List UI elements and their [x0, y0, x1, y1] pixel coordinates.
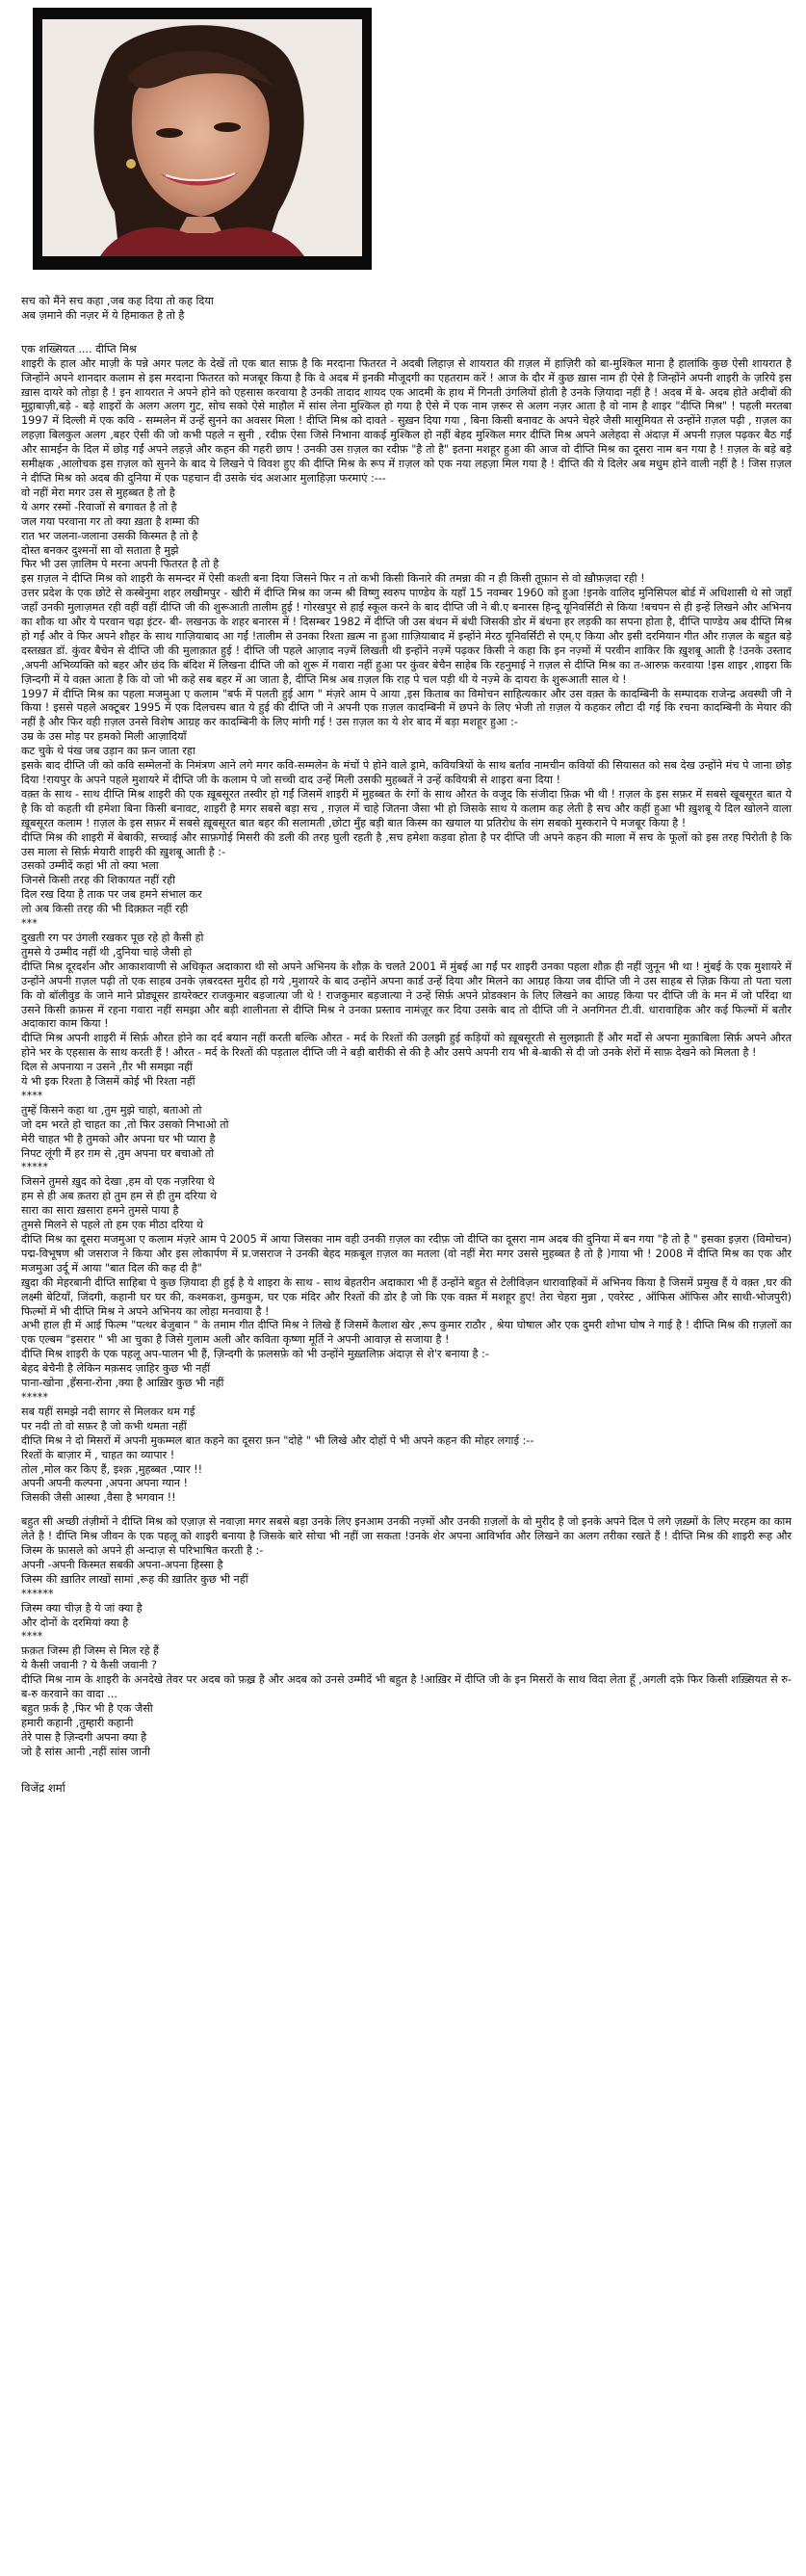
paragraph: दीप्ति मिश्र की शाइरी में बेबाकी, सच्चाई और साफ़गोई मिसरी की डली की तरह घुली रहती है ,सच हमेशा कड़वा होता है पर दीप्ति जी अपने कहन की माला में सच के फूलों को इस तरह पिरोती है कि उस माला से सिर्फ़ मेयारी शाइरी की ख़ुशबू आती है :- — [21, 830, 792, 858]
article-body — [21, 295, 792, 1796]
intro-couplet-line-1: सच को मैंने सच कहा ,जब कह दिया तो कह दिया — [21, 295, 214, 307]
verse-line: दुखती रग पर उंगली रखकर पूछ रहे हो कैसी हो — [21, 931, 204, 944]
paragraph: बहुत सी अच्छी तंज़ीमों ने दीप्ति मिश्र को एज़ाज़ से नवाज़ा मगर सबसे बड़ा उनके लिए इनआम उनकी नज़्मों और उनकी ग़ज़लों के वो मुरीद है जो इनके अपने दिल पे लगे ज़ख़्मों के लिए मरहम का काम लेते है ! दीप्ति मिश्र जीवन के एक पहलू को शाइरी बनाया है जिसके बारे सोचा भी नहीं जा सकता !उनके शेर अपना आविर्भाव और लिखने का अलग तरीका रखते हैं ! दीप्ति मिश्र की शाइरी रूह और जिस्म के फ़ासले को अपने ही अन्दाज़ से परिभाषित करती है :- — [21, 1515, 792, 1558]
verse-line: कट चुके थे पंख जब उड़ान का फ़न जाता रहा — [21, 745, 195, 758]
paragraph: अभी हाल ही में आई फिल्म "पत्थर बेजुबान " के तमाम गीत दीप्ति मिश्र ने लिखे हैं जिसमें कैलाश खेर ,रूप कुमार राठौर , श्रेया घोषाल और एक दुमरी शोभा घोष ने गाई है ! दीप्ति मिश्र की ग़ज़लों का एक एल्बम "इसरार " भी आ चुका है जिसे गुलाम अली और कविता कृष्णा मूर्ति ने अपनी आवाज़ से सजाया है ! — [21, 1319, 792, 1347]
portrait-photo — [42, 19, 362, 256]
separator: **** — [21, 1089, 43, 1102]
verse-line: रात भर जलना-जलाना उसकी किस्मत है तो है — [21, 529, 198, 542]
verse-line: मेरी चाहत भी है तुमको और अपना घर भी प्यारा है — [21, 1132, 216, 1145]
ghazal-block-2 — [21, 859, 792, 959]
verse-line: सारा का सारा ख़सारा हमने तुमसे पाया है — [21, 1204, 179, 1218]
verse-line: सब यहीं समझे नदी सागर से मिलकर थम गई — [21, 1405, 195, 1418]
verse-line: तोल ,मोल कर किए हैं, इश्क़ ,मुहब्बत ,प्यार !! — [21, 1462, 203, 1476]
paragraph: दीप्ति मिश्र अपनी शाइरी में सिर्फ़ औरत होने का दर्द बयान नहीं करती बल्कि औरत - मर्द के रिश्तों की उलझी हुई कड़ियों को ख़ूबसूरती से सुलझाती हैं और मर्दों से अपना मुक़ाबिला सिर्फ़ अपने औरत होने भर के एहसास के साथ करती हैं ! औरत - मर्द के रिश्तों की पड़ताल दीप्ति जी ने बड़ी बारीकी से की है और उसपे अपनी राय भी बे-बाकी से दी जो उनके शेरों में साफ़ देखने को मिलता है ! — [21, 1032, 792, 1060]
verse-line: रिश्तों के बाज़ार में , चाहत का व्यापार ! — [21, 1448, 175, 1461]
verse-line: अपनी अपनी कल्पना ,अपना अपना ग्यान ! — [21, 1477, 189, 1490]
ghazal-block-4 — [21, 1362, 792, 1434]
verse-line: तुमसे मिलने से पहले तो हम एक मीठा दरिया थे — [21, 1219, 204, 1232]
verse-line: जिसने तुमसे ख़ुद को देखा ,हम वो एक नज़रिया थे — [21, 1175, 215, 1189]
verse-line: दिल से अपनाया न उसने ,ग़ैर भी समझा नहीं — [21, 1061, 193, 1074]
paragraph: उत्तर प्रदेश के एक छोटे से कस्बेनुमा शहर लखीमपुर - खीरी में दीप्ति मिश्र का जन्म श्री विष्णु स्वरुप पाण्डेय के यहाँ 15 नवम्बर 1960 को हुआ !इनके वालिद मुनिसिपल बोर्ड में अधिशासी थे सो जहाँ जहाँ उनकी मुलाज़मत रही वहीं वहीं दीप्ति जी की शुरूआती तालीम हुई ! गोरखपुर से हाई स्कूल करने के बाद दीप्ति जी ने बी.ए बनारस हिन्दू यूनिवर्सिटी से किया !बचपन से ही इन्हें लिखने और अभिनय का शौक था और ये परवान चढ़ा इंटर- बी- लखनऊ के शहर बनारस में ! दिसम्बर 1982 में दीप्ति जी उस बंधन में बंधी जिसकी डोर में बंधना हर लड़की का सपना होता है, दीप्ति पाण्डेय अब दीप्ति मिश्र हो गईं और वे फिर अपने शौहर के साथ गाज़ियाबाद आ गईं !तालीम से उनका रिश्ता ख़त्म ना हुआ ग़ाज़ियाबाद में इन्होंने मेरठ यूनिवर्सिटी से एम्.ए किया और इसी दरमियान गीत और ग़ज़ल के बहुत बड़े दस्तख़त डॉ. कुंवर बैचेन से दीप्ति जी की मुलाक़ात हुई ! दीप्ति जी पहले आज़ाद नज़्में लिखती थी इन्होंने नज़्में पढ़कर किसी ने कहा कि इन नज़्मों में परवीन शाकिर कि ख़ुशबू आती है !उनके उस्ताद ,अपनी अभिव्यक्ति को बहर और छंद कि बंदिश में लिखना दीप्ति जी को शुरू में गवारा नहीं हुआ पर कुंवर बेचैन साहेब कि रहनुमाई ने ग़ज़ल से दीप्ति मिश्र का त-आरुफ़ करवाया !इस शाइर ,शाइरा कि ज़िन्दगी में ये वक़्त आता है कि वो जो भी कहे सब बहर में आ जाता है, दीप्ति मिश्र अब ग़ज़ल कि राह पे चल पड़ी थी ये नज़्मे के दायरा के शुरूआती साल थे ! — [21, 587, 792, 686]
verse-line: जो है सांस आनी ,नहीं सांस जानी — [21, 1745, 150, 1758]
verse-line: पाना-खोना ,हँसना-रोना ,क्या है आख़िर कुछ भी नहीं — [21, 1377, 224, 1390]
paragraph: दीप्ति मिश्र दूरदर्शन और आकाशवाणी से अधिकृत अदाकारा थी सो अपने अभिनय के शौक़ के चलते 2001 में मुंबई आ गईं पर शाइरी उनका पहला शौक़ ही नहीं जुनून भी था ! मुंबई के एक मुशायरे में उन्होंने अपनी ग़ज़ल पढ़ी तो एक साहब उनके ज़बरदस्त मुरीद हो गये ,मुशायरे के बाद उन्होंने अपना कार्ड उन्हें दिया और मिलने का आग्रह किया जब दीप्ति जी ने उस साहब से ज़िक्र किया तो पता चला कि वो बॉलीवुड के जाने माने प्रोड्यूसर डायरेक्टर राजकुमार बड़जात्या जी थे ! राजकुमार बड़जात्या ने उन्हें सिर्फ़ अपने प्रोडक्शन के लिए लिखने का आग्रह किया पर दीप्ति जी के मन में जो परिंदा था उसने किसी क़फ़स में रहना गवारा नहीं समझा और बड़ी शालीनता से दीप्ति मिश्र ने उनका प्रस्ताव नामंज़ूर कर दिया उसके बाद तो दीप्ति जी ने अनगिनत टी.वी. धारावाहिक और कई फिल्मों में बतौर अदाकारा काम किया ! — [21, 959, 792, 1031]
verse-line: बहुत फ़र्क है ,फिर भी है एक जैसी — [21, 1702, 153, 1715]
verse-line: निपट लूंगी मैं हर ग़म से ,तुम अपना घर बचाओ तो — [21, 1146, 215, 1160]
verse-line: तुम्हें किसने कहा था ,तुम मुझे चाहो, बताओ तो — [21, 1103, 202, 1117]
ghazal-block-5 — [21, 1559, 792, 1673]
portrait-photo-frame — [33, 8, 372, 270]
paragraph: वक़्त के साथ - साथ दीप्ति मिश्र शाइरी की एक ख़ूबसूरत तस्वीर हो गईं जिसमें शाइरी में मुहब्बत के रंगों के साथ औरत के वजूद कि संजीदा फ़िक्र भी थी ! ग़ज़ल के इस सफ़र में सबसे खूबसूरत बात ये है कि वो कहती थी हमेशा बिना किसी बनावट, शाइरी है मगर सबसे बड़ा सच , ग़ज़ल में चाहे जितना जैसा भी हो जिसके साथ ये कलाम कह लेती है सच और कहीं हुआ भी ख़ुशबू ये दिल खोलने वाला ख़ूबसूरत कलाम ! ग़ज़ल के इस सफ़र में सबसे ख़ूबसूरत बात बहर की सलामती ,छोटा मुँह बड़ी बात किस्म का खयाल या प्रतिरोध के संग सबको मुस्कराने पे मजबूर किया है ! — [21, 787, 792, 829]
verse-line: लो अब किसी तरह की भी दिक़्क़त नहीं रही — [21, 903, 189, 916]
verse-line: जिस्म की ख़ातिर लाखों सामां ,रूह की ख़ातिर कुछ भी नहीं — [21, 1572, 248, 1586]
verse-line: तुमसे ये उम्मीद नहीं थी ,दुनिया चाहे जैसी हो — [21, 945, 193, 959]
paragraph: 1997 में दीप्ति मिश्र का पहला मजमुआ ए कलाम "बर्फ में पलती हुई आग " मंज़रे आम पे आया ,इस किताब का विमोचन साहित्यकार और उस वक़्त के कादम्बिनी के सम्पादक राजेन्द्र अवस्थी जी ने किया ! इससे पहले अक्टूबर 1995 में एक दिलचस्प बात ये हुई की दीप्ति जी ने अपनी एक ग़ज़ल कादम्बिनी में छपने के लिए भेजी तो ग़ज़ल ये कहकर लौटा दी गई कि रचना कादम्बिनी के मेयार की नहीं है और फिर वही ग़ज़ल उनसे विशेष आग्रह कर कादम्बिनी के लिए मांगी गई ! उस ग़ज़ल का ये शेर बाद में बड़ा मशहूर हुआ :- — [21, 687, 792, 729]
verse-line: फिर भी उस ज़ालिम पे मरना अपनी फितरत है तो है — [21, 558, 220, 571]
verse-line: तेरे पास है ज़िन्दगी अपना क्या है — [21, 1730, 147, 1744]
portrait-photo-icon — [42, 19, 362, 256]
ghazal-block-6 — [21, 1702, 792, 1760]
verse-line: बेहद बेचैनी है लेकिन मक़सद ज़ाहिर कुछ भी नहीं — [21, 1362, 211, 1376]
verse-line: ये कैसी जवानी ? ये कैसी जवानी ? — [21, 1659, 157, 1672]
verse-line: वो नहीं मेरा मगर उस से मुहब्बत है तो है — [21, 486, 175, 499]
separator: ***** — [21, 1390, 48, 1404]
verse-line: जो दम भरते हो चाहत का ,तो फिर उसको निभाओ तो — [21, 1117, 229, 1131]
byline: एक शख्सियत .... दीप्ति मिश्र — [21, 342, 137, 355]
paragraph: दीप्ति मिश्र का दूसरा मजमुआ ए कलाम मंज़रे आम पे 2005 में आया जिसका नाम वही उनकी ग़ज़ल का रदीफ़ जो दीप्ति का दूसरा नाम अदब की दुनिया में बन गया "है तो है " इसका इज़रा (विमोचन) पद्म-विभूषण श्री जसराज ने किया और इस लोकार्पण में प्र.जसराज ने उनकी बेहद मक़बूल ग़ज़ल का मतला (वो नहीं मेरा मगर उससे मुहब्बत है तो है )गाया भी ! 2008 में दीप्ति मिश्र का एक और मजमुआ उर्दू में आया "बात दिल की कह दी है" — [21, 1233, 792, 1275]
verse-line: हमारी कहानी ,तुम्हारी कहानी — [21, 1716, 134, 1729]
paragraph: दीप्ति मिश्र ने दो मिसरों में अपनी मुकम्मल बात कहने का दूसरा फ़न "दोहे " भी लिखे और दोहों पे भी अपने कहन की मोहर लगाई :-- — [21, 1433, 534, 1447]
verse-line: दिल रख दिया है ताक पर जब हमने संभाल कर — [21, 888, 202, 902]
verse-line: ये भी इक रिश्ता है जिसमें कोई भी रिश्ता नहीं — [21, 1075, 195, 1089]
verse-line: पर नदी तो वो सफ़र है जो कभी थमता नहीं — [21, 1419, 187, 1433]
couplet-block-2 — [21, 730, 792, 759]
verse-line: उसको उम्मीदें कहां भी तो क्या भला — [21, 859, 159, 873]
verse-line: दोस्त बनकर दुश्मनों सा वो सताता है मुझे — [21, 543, 179, 557]
paragraph: शाइरी के हाल और माज़ी के पन्ने अगर पलट के देखें तो एक बात साफ़ है कि मरदाना फितरत ने अदबी लिहाज़ से शायरात की ग़ज़ल में हाज़िरी को बा-मुश्किल माना है हालांकि कुछ ऐसी शायरात है जिन्होंने अपने शानदार कलाम से इस मरदाना फितरत को मजबूर किया है कि वे अदब में इनकी मौजूदगी का एहतराम करें ! आज के दौर में कुछ ख़ास नाम ही ऐसे है जिन्होंने अपनी शाइरी के ज़रिये इस ख़ास दायरे को तोड़ा है ! इन शायरात ने अपने होने को एहसास करवाया है उनकी तादाद शायद एक आदमी के हाथ में गिनती उंगलियों होती है उनके ज़ियादा नहीं है ! अदब में बे- अदब होते अदीबों की मुट्ठाबाज़ी,बड़े - बड़े शाइरों के अलग अलग गुट, सोच सको ऐसे माहौल में सांस लेना मुश्किल हो गया है ऐसे में एक नाम ज़रूर से अलग नज़र आता है वो नाम है शाइर "दीप्ति मिश्र" ! पहली मरतबा 1997 में दिल्ली में एक कवि - सम्मलेन में उन्हें सुनने का अवसर मिला ! दीप्ति मिश्र को दावते - सुख़न दिया गया , बिना किसी बनावट के अपने चेहरे जैसी मासूमियत से उन्होंने ग़ज़ल पढ़ी , ग़ज़ल का लहज़ा बिलकुल अलग ,बहर ऐसी की जो कभी पहले न सुनी , रदीफ़ ऐसा जिसे निभाना वाकई मुश्किल हो नहीं बेहद मुश्किल मगर दीप्ति मिश्र अपने अलेहदा से अंदाज़ में अपनी ग़ज़ल पढ़कर बैठ गईं और सामईन के दिल में छोड़ गईं अपने लहज़े और कहन की गहरी छाप ! उनकी उस ग़ज़ल का रदीफ़ "है तो है" इतना मशहूर हुआ की आज वो दीप्ति मिश्र का दूसरा नाम बन गया है ! ग़ज़ल के बड़े बड़े समीक्षक ,आलोचक इस ग़ज़ल को सुनने के बाद ये लिखने पे विवश हुए की दीप्ति मिश्र के रूप में ग़ज़ल को एक नया लहज़ा मिल गया है ! दीप्ति की ये दिलेर अब मधुम होने वाली नहीं है ! जिस ग़ज़ल ने दीप्ति मिश्र को अदब की दुनिया में एक पहचान दी उसके चंद अशआर मुलाहिज़ा फरमाएं :--- — [21, 356, 792, 485]
separator: **** — [21, 1630, 43, 1643]
verse-line: उम्र के उस मोड़ पर हमको मिली आज़ादियाँ — [21, 730, 187, 744]
separator: *** — [21, 917, 38, 931]
author-signature: विजेंद्र शर्मा — [21, 1780, 65, 1795]
paragraph: इसके बाद दीप्ति जी को कवि सम्मेलनों के निमंत्रण आने लगे मगर कवि-सम्मलेन के मंचों पे होने वाले ड्रामे, कवियत्रियों के साथ बर्ताव नामचीन कवियों की सियासत को सब देख उन्होंने मंच पे जाना छोड़ दिया !रायपुर के अपने पहले मुशायरे में दीप्ति जी के कलाम पे जो सच्ची दाद उन्हें मिली उसकी मुहब्बतें ने उन्हें कवियत्री से शाइरा बना दिया ! — [21, 759, 792, 786]
paragraph: दीप्ति मिश्र नाम के शाइरी के अनदेखे तेवर पर अदब को फ़ख़्र है और अदब को उनसे उम्मीदें भी बहुत है !आख़िर में दीप्ति जी के इन मिसरों के साथ विदा लेता हूँ ,अगली दफ़े फिर किसी शख़्सियत से रु-ब-रु करवाने का वादा ... — [21, 1673, 792, 1701]
verse-line: और दोनों के दरमियां क्या है — [21, 1616, 129, 1629]
ghazal-block-1 — [21, 486, 792, 572]
verse-line: हम से ही अब क़तरा हो तुम हम से ही तुम दरिया थे — [21, 1190, 218, 1203]
paragraph: इस ग़ज़ल ने दीप्ति मिश्र को शाइरी के समन्दर में ऐसी कश्ती बना दिया जिसने फिर न तो कभी किसी किनारे की तमन्ना की न ही किसी तूफ़ान से वो ख़ौफ़ज़दा रही ! — [21, 572, 645, 586]
verse-line: फ़क़त जिस्म ही जिस्म से मिल रहे हैं — [21, 1644, 160, 1658]
separator: ***** — [21, 1161, 48, 1174]
verse-line: जिसकी जैसी आस्था ,वैसा है भगवान !! — [21, 1491, 176, 1505]
paragraph: दीप्ति मिश्र शाइरी के एक पहलू अप-पालन भी हैं, ज़िन्दगी के फ़लसफ़े को भी उन्होंने मुख़्तलिफ़ अंदाज़ से शे'र बनाया है :- — [21, 1348, 489, 1361]
paragraph: ख़ुदा की मेहरबानी दीप्ति साहिबा पे कुछ ज़ियादा ही हुई है ये शाइरा के साथ - साथ बेहतरीन अदाकारा भी हैं उन्होंने बहुत से टेलीविज़न धारावाहिकों में अभिनय किया है जिसमें प्रमुख हैं ये वक़्त ,घर की लक्ष्मी बेटियाँ, जिंदगी, कहानी घर घर की, कश्मकश, कुमकुम, घर एक मंदिर और रिश्तों की डोर है जो कि एक वक़्त में मशहूर हुए! तेरा चेहरा मुन्ना , एवरेस्ट , ऑफिस ऑफिस और साथी-भोजपुरी) फिल्मों में भी दीप्ति मिश्र ने अपने अभिनय का लोहा मनवाया है ! — [21, 1275, 792, 1318]
verse-line: अपनी -अपनी किस्मत सबकी अपना-अपना हिस्सा है — [21, 1558, 223, 1571]
doha-block — [21, 1449, 792, 1507]
verse-line: जिस्म क्या चीज़ है ये जां क्या है — [21, 1601, 143, 1615]
verse-line: ये अगर रस्मों -रिवाजों से बगावत है तो है — [21, 500, 177, 513]
ghazal-block-3 — [21, 1061, 792, 1233]
verse-line: जल गया परवाना गर तो क्या ख़ता है शम्मा की — [21, 514, 199, 528]
verse-line: जिनसे किसी तरह की शिकायत नहीं रही — [21, 874, 175, 887]
intro-couplet-line-2: अब ज़माने की नज़र में ये हिमाकत है तो है — [21, 308, 185, 322]
separator: ****** — [21, 1587, 54, 1600]
